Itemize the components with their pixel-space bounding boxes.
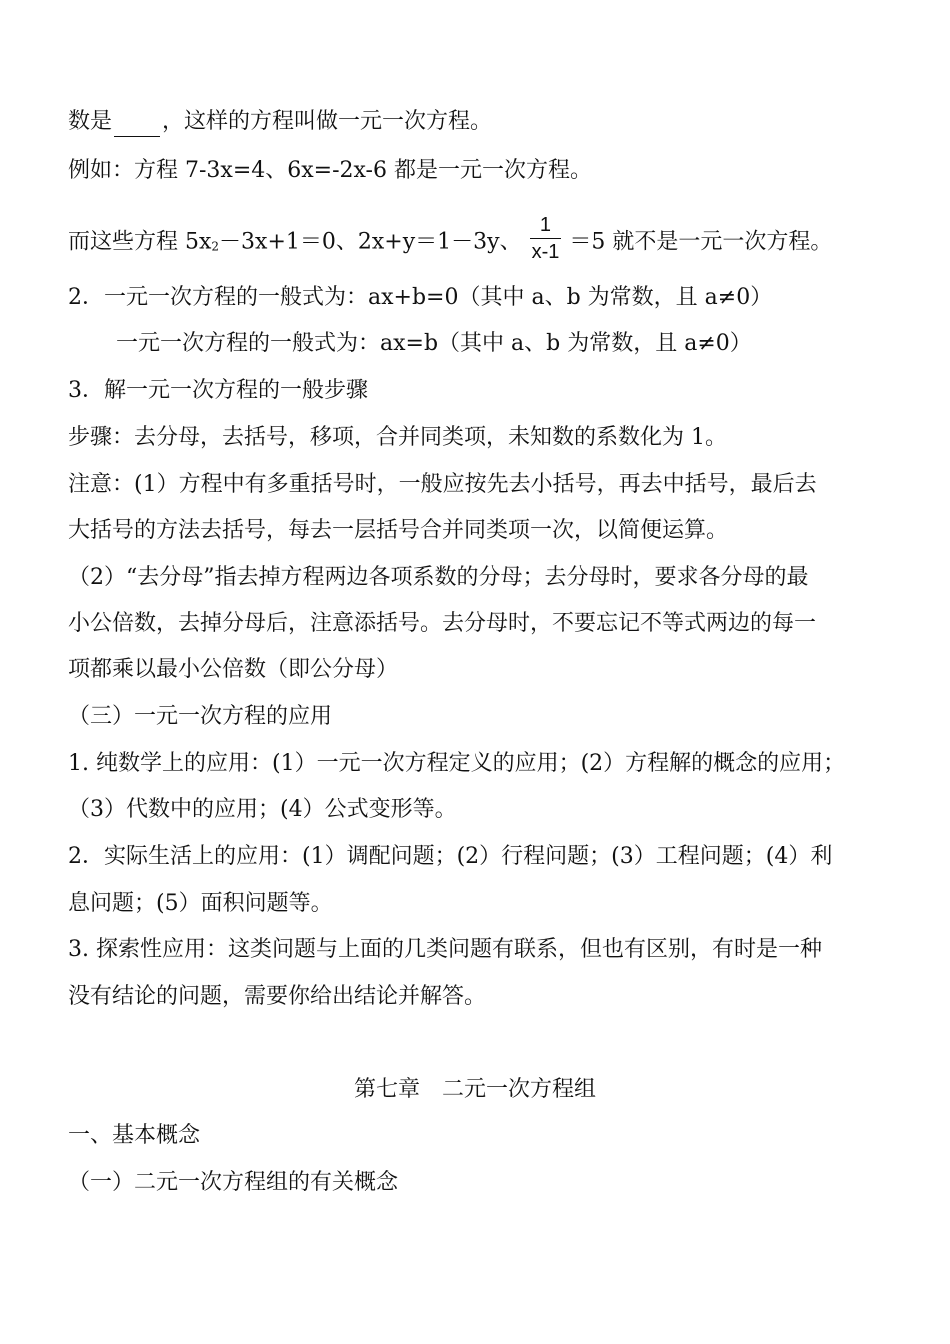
fraction <box>530 212 562 265</box>
text-line: 大括号的方法去括号，每去一层括号合并同类项一次，以简便运算。 <box>68 518 729 543</box>
exponent: 2 <box>211 239 220 254</box>
fraction-numerator: 1 <box>530 212 562 239</box>
text-line: 例如：方程 7-3x=4、6x=-2x-6 都是一元一次方程。 <box>68 158 592 183</box>
text-fragment: 而这些方程 5x <box>68 229 212 255</box>
text-fragment: ，这样的方程叫做一元一次方程。 <box>162 109 493 134</box>
fraction-denominator: x-1 <box>531 241 560 263</box>
text-fragment: ＝5 就不是一元一次方程。 <box>569 229 833 255</box>
text-line: 2．实际生活上的应用：(1）调配问题；(2）行程问题；(3）工程问题；(4）利 <box>68 844 833 869</box>
fill-blank <box>114 112 160 137</box>
text-line <box>68 107 492 137</box>
text-line: 息问题；(5）面积问题等。 <box>68 891 333 916</box>
text-line: 1. 纯数学上的应用：(1）一元一次方程定义的应用；(2）方程解的概念的应用； <box>68 751 846 776</box>
chapter-title: 第七章 二元一次方程组 <box>353 1077 596 1102</box>
text-line: （2）“去分母”指去掉方程两边各项系数的分母；去分母时，要求各分母的最 <box>68 565 809 590</box>
text-fragment: －3x+1＝0、2x+y＝1－3y、 <box>219 229 522 255</box>
text-line: 注意：(1）方程中有多重括号时，一般应按先去小括号，再去中括号，最后去 <box>68 472 817 497</box>
text-line: 小公倍数，去掉分母后，注意添括号。去分母时，不要忘记不等式两边的每一 <box>68 611 817 636</box>
text-line: 3. 探索性应用：这类问题与上面的几类问题有联系，但也有区别，有时是一种 <box>68 937 822 962</box>
text-line: 项都乘以最小公倍数（即公分母） <box>68 657 399 682</box>
text-line: 一元一次方程的一般式为：ax=b（其中 a、b 为常数，且 a≠0） <box>116 331 752 356</box>
section-heading: （一）二元一次方程组的有关概念 <box>68 1170 399 1195</box>
section-heading: 一、基本概念 <box>68 1123 201 1148</box>
text-fragment: 数是 <box>68 109 113 134</box>
text-line: （3）代数中的应用；(4）公式变形等。 <box>68 797 457 822</box>
text-line: 2．一元一次方程的一般式为：ax+b=0（其中 a、b 为常数，且 a≠0） <box>68 285 773 310</box>
text-line: 没有结论的问题，需要你给出结论并解答。 <box>68 984 487 1009</box>
equation-line <box>68 216 832 269</box>
section-heading: （三）一元一次方程的应用 <box>68 704 333 729</box>
section-heading: 3．解一元一次方程的一般步骤 <box>68 378 368 403</box>
text-line: 步骤：去分母，去括号，移项，合并同类项，未知数的系数化为 1。 <box>68 425 727 450</box>
